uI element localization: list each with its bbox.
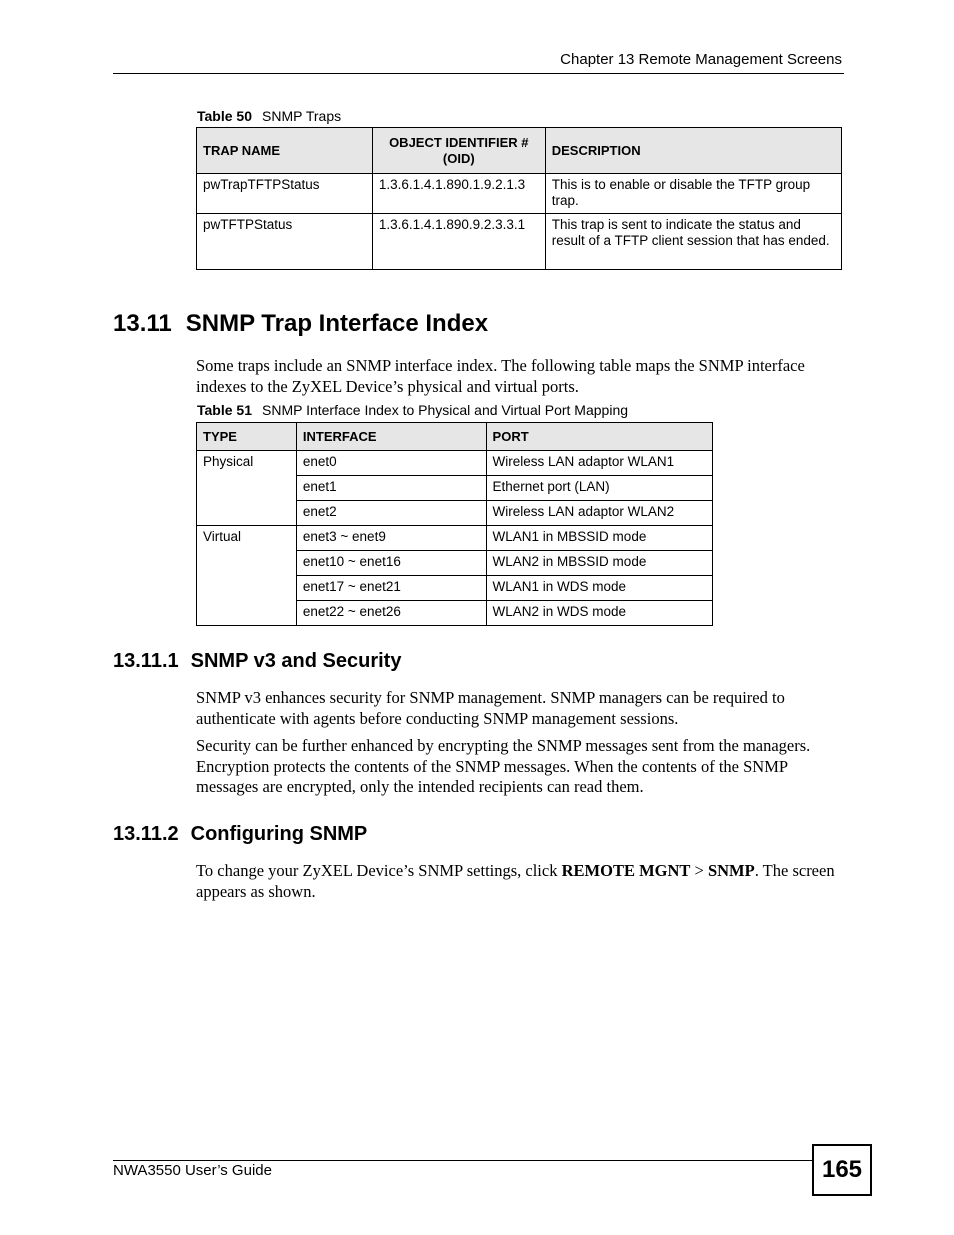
interface-cell: enet22 ~ enet26: [296, 601, 486, 626]
type-cell-physical: Physical: [197, 451, 297, 526]
table51-title: SNMP Interface Index to Physical and Virtual Port Mapping: [262, 402, 629, 418]
table51-header-type: TYPE: [197, 423, 297, 451]
configuring-paragraph: To change your ZyXEL Device’s SNMP settings, click REMOTE MGNT > SNMP. The screen appears as shown.: [196, 861, 835, 901]
table-row: [197, 451, 713, 476]
table-row: [197, 214, 842, 270]
snmpv3-paragraph-2: Security can be further enhanced by encrypting the SNMP messages sent from the managers. Encryption protects the contents of the SNMP messages. When the contents of the SNMP messages are encrypted, only the intended recipients can read them.: [196, 736, 811, 796]
snmp-traps-table: [196, 127, 842, 270]
port-cell: Wireless LAN adaptor WLAN1: [486, 451, 712, 476]
trap-name-cell: pwTrapTFTPStatus: [197, 174, 373, 214]
interface-cell: enet0: [296, 451, 486, 476]
description-cell: This is to enable or disable the TFTP group trap.: [545, 174, 841, 214]
table50-caption: [197, 108, 341, 124]
table50-title: SNMP Traps: [262, 108, 342, 124]
oid-cell: 1.3.6.1.4.1.890.9.2.3.3.1: [372, 214, 545, 270]
section-intro: Some traps include an SNMP interface index. The following table maps the SNMP interface indexes to the ZyXEL Device’s physical and virtual ports.: [196, 356, 805, 396]
port-cell: WLAN1 in MBSSID mode: [486, 526, 712, 551]
table51-header-port: PORT: [486, 423, 712, 451]
table50-label: Table 50: [197, 108, 252, 124]
guide-name: NWA3550 User’s Guide: [113, 1162, 272, 1179]
port-cell: Ethernet port (LAN): [486, 476, 712, 501]
trap-name-cell: pwTFTPStatus: [197, 214, 373, 270]
interface-index-table: [196, 422, 713, 626]
interface-cell: enet3 ~ enet9: [296, 526, 486, 551]
table-row: [197, 526, 713, 551]
menu-snmp: SNMP: [707, 861, 755, 880]
page-number: 165: [812, 1144, 872, 1196]
table51-caption: [197, 402, 628, 418]
footer-rule: [113, 1160, 813, 1161]
table51-label: Table 51: [197, 402, 252, 418]
menu-remote-mgnt: REMOTE MGNT: [561, 861, 691, 880]
subsection-heading-configuring: 13.11.2 Configuring SNMP: [113, 823, 368, 845]
section-heading: 13.11 SNMP Trap Interface Index: [113, 310, 489, 337]
interface-cell: enet2: [296, 501, 486, 526]
chapter-header: Chapter 13 Remote Management Screens: [560, 51, 842, 68]
table51-header-interface: INTERFACE: [296, 423, 486, 451]
oid-cell: 1.3.6.1.4.1.890.1.9.2.1.3: [372, 174, 545, 214]
table50-header-oid: OBJECT IDENTIFIER # (OID): [372, 128, 545, 174]
table50-header-description: DESCRIPTION: [545, 128, 841, 174]
interface-cell: enet10 ~ enet16: [296, 551, 486, 576]
port-cell: WLAN2 in MBSSID mode: [486, 551, 712, 576]
port-cell: Wireless LAN adaptor WLAN2: [486, 501, 712, 526]
type-cell-virtual: Virtual: [197, 526, 297, 626]
port-cell: WLAN1 in WDS mode: [486, 576, 712, 601]
interface-cell: enet1: [296, 476, 486, 501]
table-row: [197, 174, 842, 214]
header-rule: [113, 73, 844, 74]
table50-header-trap-name: TRAP NAME: [197, 128, 373, 174]
port-cell: WLAN2 in WDS mode: [486, 601, 712, 626]
description-cell: This trap is sent to indicate the status and result of a TFTP client session that has ended.: [545, 214, 841, 270]
subsection-heading-snmpv3: 13.11.1 SNMP v3 and Security: [113, 650, 402, 672]
snmpv3-paragraph-1: SNMP v3 enhances security for SNMP management. SNMP managers can be required to authenticate with agents before conducting SNMP management sessions.: [196, 688, 785, 728]
interface-cell: enet17 ~ enet21: [296, 576, 486, 601]
